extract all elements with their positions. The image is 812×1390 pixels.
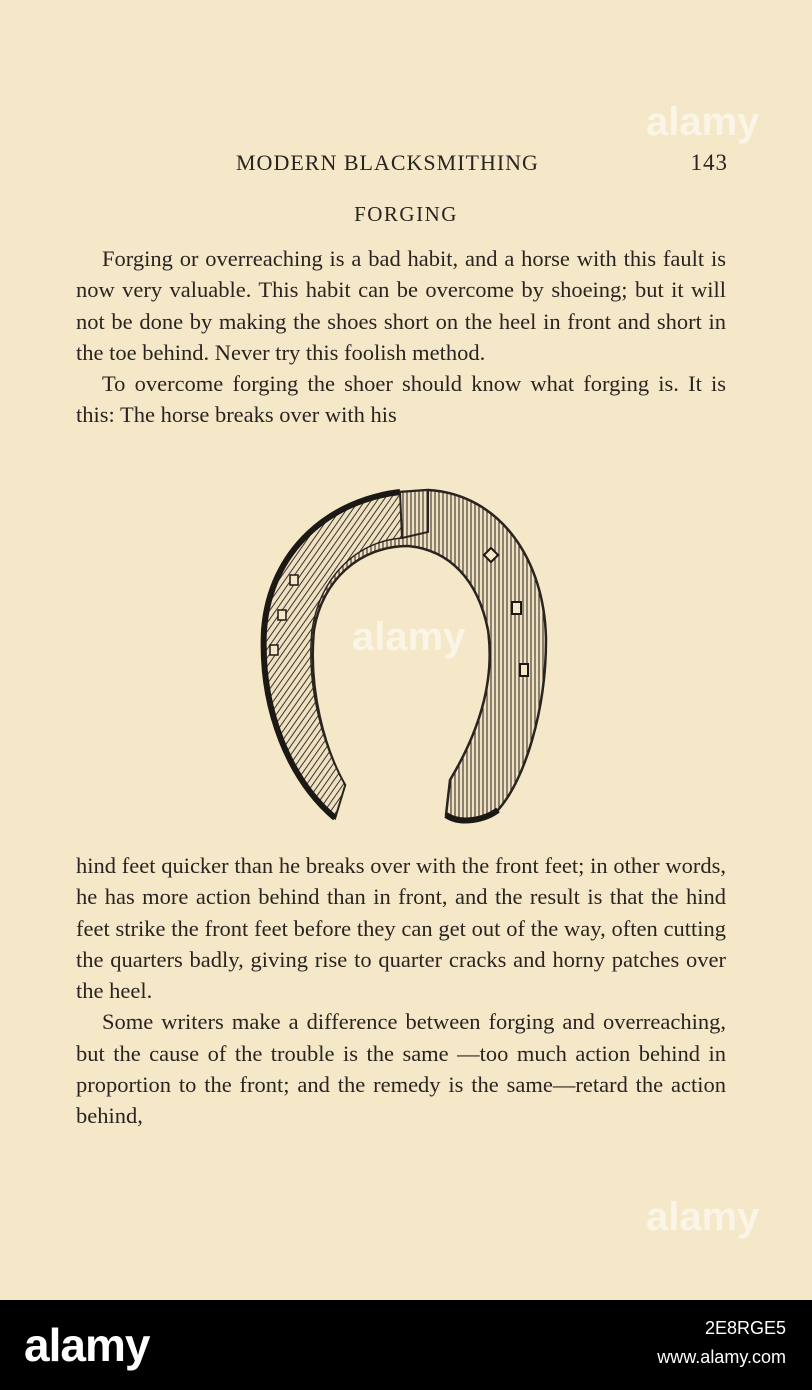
footer-url: www.alamy.com [657, 1347, 786, 1367]
paragraph: hind feet quicker than he breaks over with the front feet; in other words, he has more action behind than in front, and the result is that the hind feet strike the front feet before they can get out of the way, often cutting the quarters badly, giving rise to quarter cracks and horny patches over the heel. [76, 853, 726, 1004]
section-heading: FORGING [354, 202, 458, 226]
text-block-top [76, 243, 726, 431]
running-title: MODERN BLACKSMITHING [236, 150, 539, 175]
page-number: 143 [690, 150, 728, 175]
watermark: alamy [646, 1195, 760, 1239]
alamy-logo: alamy [24, 1319, 150, 1371]
paragraph: To overcome forging the shoer should know what forging is. It is this: The horse breaks over with his [76, 371, 726, 428]
image-code: 2E8RGE5 [704, 1318, 786, 1338]
paragraph: Forging or overreaching is a bad habit, and a horse with this fault is now very valuable. This habit can be overcome by shoeing; but it will not be done by making the shoes short on the heel in front and short in the toe behind. Never try this foolish method. [76, 246, 726, 365]
watermark: alamy [646, 100, 760, 144]
text-block-bottom [76, 850, 726, 1132]
watermark: alamy [352, 615, 466, 659]
paragraph: Some writers make a difference between forging and overreaching, but the cause of the trouble is the same —too much action behind in proportion to the front; and the remedy is the same—retard the action behind, [76, 1009, 726, 1129]
